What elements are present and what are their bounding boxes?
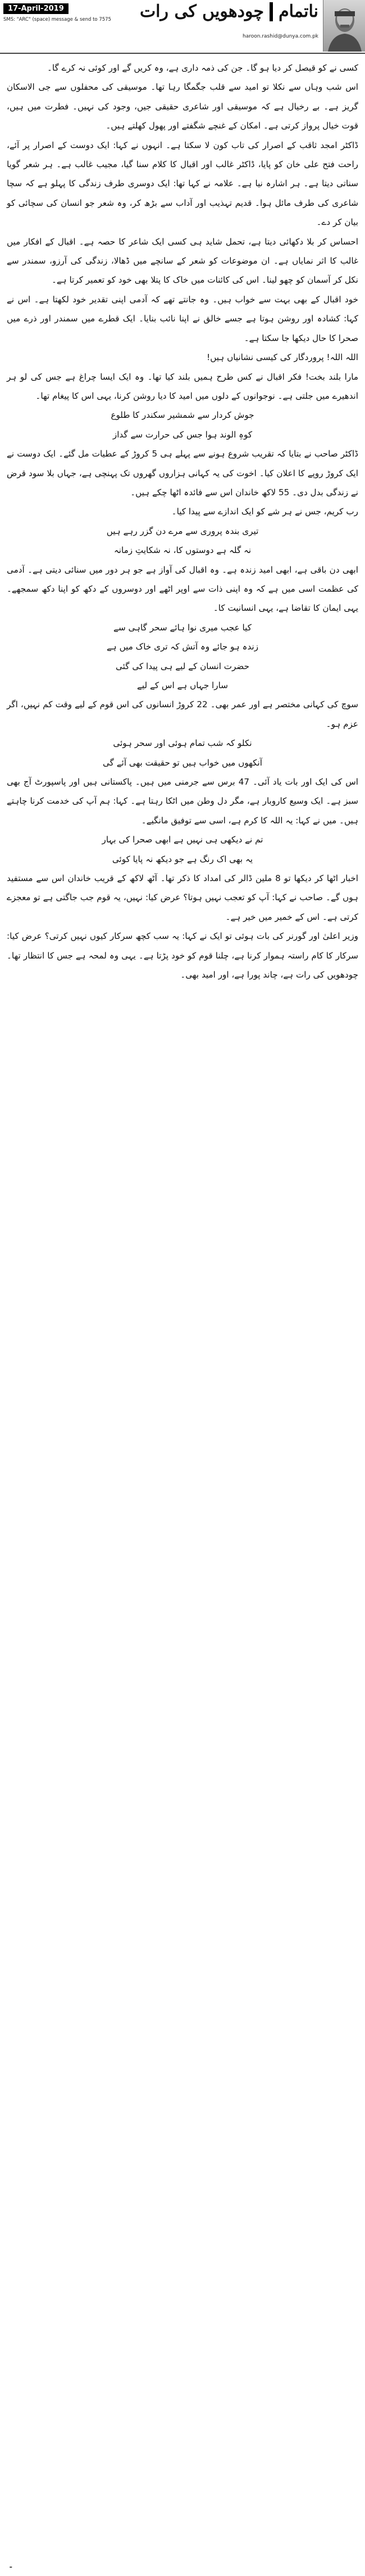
title-separator <box>270 2 273 21</box>
column-body <box>0 54 365 985</box>
sms-instruction: SMS: "ARC" (space) message & send to 7575 <box>3 17 111 22</box>
header-meta <box>0 0 121 22</box>
paragraph: کسی نے کو قیصل کر دیا ہو گا۔ جن کی ذمہ داری ہے، وہ کریں گے اور کوئی نہ کرے گا۔ <box>47 63 358 73</box>
paragraph: ابھی دن باقی ہے، ابھی امید زندہ ہے۔ وہ اقبال کی آواز ہے جو ہر دور میں سنائی دیتی ہے۔ آدمی کی عظمت اسی میں ہے کہ وہ اپنی ذات سے اوپر اٹھے اور دوسروں کے دکھ کو اپنا دکھ سمجھے۔ یہی ایمان کا تقاضا ہے، یہی انسانیت کا۔ <box>7 564 358 614</box>
verse-line: یہ بھی اک رنگ ہے جو دیکھ نہ پایا کوئی <box>112 854 253 864</box>
publication-date: 17-April-2019 <box>3 3 69 14</box>
verse-line: نکلو کہ شب تمام ہوئی اور سحر ہوئی <box>113 738 252 749</box>
verse-line: حضرت انسان کے لیے ہی پیدا کی گئی <box>116 661 249 671</box>
author-photo <box>323 0 365 52</box>
paragraph: ڈاکٹر امجد ثاقب کے اصرار کی تاب کون لا سکتا ہے۔ انہوں نے کہا: ایک دوست کے اصرار پر آئے، راحت فتح علی خان کو پایا، ڈاکٹر غالب اور اقبال کا کلام سنا گیا، مجیب غالب ہے۔ ہر شعر گویا سناتی دیتا ہے۔ ہر اشارہ نیا ہے۔ علامہ نے کہا تھا: ایک دوسری طرف زندگی کا پہلو ہے کہ سچا شاعری کی طرف مائل ہوا۔ قدیم تہذیب اور آداب سے بڑھ کر، وہ شعر جو انسان کی سچائی کو بیان کر دے۔ <box>7 140 358 228</box>
column-title-sub: چودھویں کی رات <box>139 2 264 21</box>
title-block <box>140 0 323 39</box>
paragraph: رب کریم، جس نے ہر شے کو ایک اندازے سے پیدا کیا۔ <box>171 506 358 517</box>
verse-line: آنکھوں میں خواب ہیں تو حقیقت بھی آئے گی <box>103 757 262 768</box>
verse-line: جوش کردار سے شمشیر سکندر کا طلوع <box>111 410 254 421</box>
paragraph: سوچ کی کہانی مختصر ہے اور عمر بھی۔ 22 کروڑ انسانوں کی اس قوم کے لیے وقت کم نہیں، اگر عزم ہو۔ <box>7 699 358 729</box>
header-title-area <box>140 0 365 53</box>
paragraph: احساس کر بلا دکھائی دیتا ہے، تحمل شاید ہی کسی ایک شاعر کا حصہ ہے۔ اقبال کے افکار میں غالب کا اثر نمایاں ہے۔ ان موضوعات کو شعر کے سانچے میں ڈھالا، زندگی کی آرزو، سمندر سے نکل کر آسمان کو چھو لینا۔ اس کی کائنات میں خاک کا پتلا بھی خود کو تعمیر کرتا ہے۔ <box>7 236 358 285</box>
paragraph: ڈاکٹر صاحب نے بتایا کہ تقریب شروع ہونے سے پہلے ہی 5 کروڑ کے عطیات مل گئے۔ ایک دوست نے ایک کروڑ روپے کا اعلان کیا۔ اخوت کی یہ کہانی ہزاروں گھروں تک پہنچی ہے، جہاں بلا سود قرض نے زندگی بدل دی۔ 55 لاکھ خاندان اس سے فائدہ اٹھا چکے ہیں۔ <box>7 449 358 497</box>
verse-line: زندہ ہو جائے وہ آتش کہ تری خاک میں ہے <box>106 642 259 652</box>
paragraph: اس شب وہاں سے نکلا تو امید سے قلب جگمگا رہا تھا۔ موسیقی کی محفلوں سے جی الاسکان گریز ہے۔ بے رخیال ہے کہ موسیقی اور شاعری حقیقی جیں، وجود کی نہیں۔ فطرت میں ہیں، قوت خیال پرواز کرتی ہے۔ امکان کے غنچے شگفتے اور پھول کھلتے ہیں۔ <box>7 82 358 131</box>
verse-line: سارا جہاں ہے اس کے لیے <box>137 680 228 690</box>
column-header <box>0 0 365 54</box>
author-email: haroon.rashid@dunya.com.pk <box>243 34 318 39</box>
paragraph: خود اقبال کے بھی بہت سے خواب ہیں۔ وہ جانتے تھے کہ آدمی اپنی تقدیر خود لکھتا ہے۔ اس نے کہا: کشادہ اور روشن ہوتا ہے جسے خالق نے اپنا نائب بنایا۔ ایک قطرے میں سمندر اور ذرے میں صحرا کا حال دیکھا جا سکتا ہے۔ <box>7 294 358 343</box>
paragraph: اللہ اللہ! پروردگار کی کیسی نشانیاں ہیں! <box>207 352 358 363</box>
paragraph: مارا بلند بخت! فکر اقبال نے کس طرح ہمیں بلند کیا تھا۔ وہ ایک ایسا چراغ ہے جس کی لو ہر اندھیرے میں جلتی ہے۔ نوجوانوں کے دلوں میں امید کا دیا روشن کرنا، یہی اس کا پیغام تھا۔ <box>7 371 358 401</box>
paragraph: وزیر اعلیٰ اور گورنر کی بات ہوئی تو ایک نے کہا: یہ سب کچھ سرکار کیوں نہیں کرتی؟ عرض کیا: سرکار کا کام راستہ ہموار کرنا ہے، چلنا قوم کو خود پڑتا ہے۔ یہی وہ لمحہ ہے جس کا انتظار تھا۔ چودھویں کی رات ہے، چاند پورا ہے، اور امید بھی۔ <box>7 931 358 980</box>
paragraph: اخبار اٹھا کر دیکھا تو 8 ملین ڈالر کی امداد کا ذکر تھا۔ آٹھ لاکھ کے قریب خاندان اس سے مستفید ہوں گے۔ صاحب نے کہا: آپ کو تعجب نہیں ہوتا؟ عرض کیا: نہیں، یہ قوم جب جاگتی ہے تو معجزے کرتی ہے۔ اس کے خمیر میں خیر ہے۔ <box>7 873 358 922</box>
column-title <box>140 2 318 21</box>
verse-line: نہ گلہ ہے دوستوں کا، نہ شکایتِ زمانہ <box>113 545 252 556</box>
paragraph: اس کی ایک اور بات یاد آئی۔ 47 برس سے جرمنی میں ہیں۔ پاکستانی ہیں اور پاسپورٹ آج بھی سبز ہے۔ ایک وسیع کاروبار ہے، مگر دل وطن میں اٹکا رہتا ہے۔ کہا: ہم آپ کی خدمت کرنا چاہتے ہیں۔ میں نے کہا: یہ اللہ کا کرم ہے، اسی سے توفیق مانگیے۔ <box>7 777 358 826</box>
column-title-main: ناتمام <box>279 2 318 21</box>
verse-line: کیا عجب میری نوا ہائے سحر گاہی سے <box>113 622 252 633</box>
verse-line: تیری بندہ پروری سے مرے دن گزر رہے ہیں <box>106 526 259 536</box>
end-mark: ۔ <box>8 2559 14 2570</box>
verse-line: کوہِ الوند ہوا جس کی حرارت سے گداز <box>112 429 253 440</box>
verse-line: تم نے دیکھی ہی نہیں ہے ابھی صحرا کی بہار <box>102 835 263 845</box>
